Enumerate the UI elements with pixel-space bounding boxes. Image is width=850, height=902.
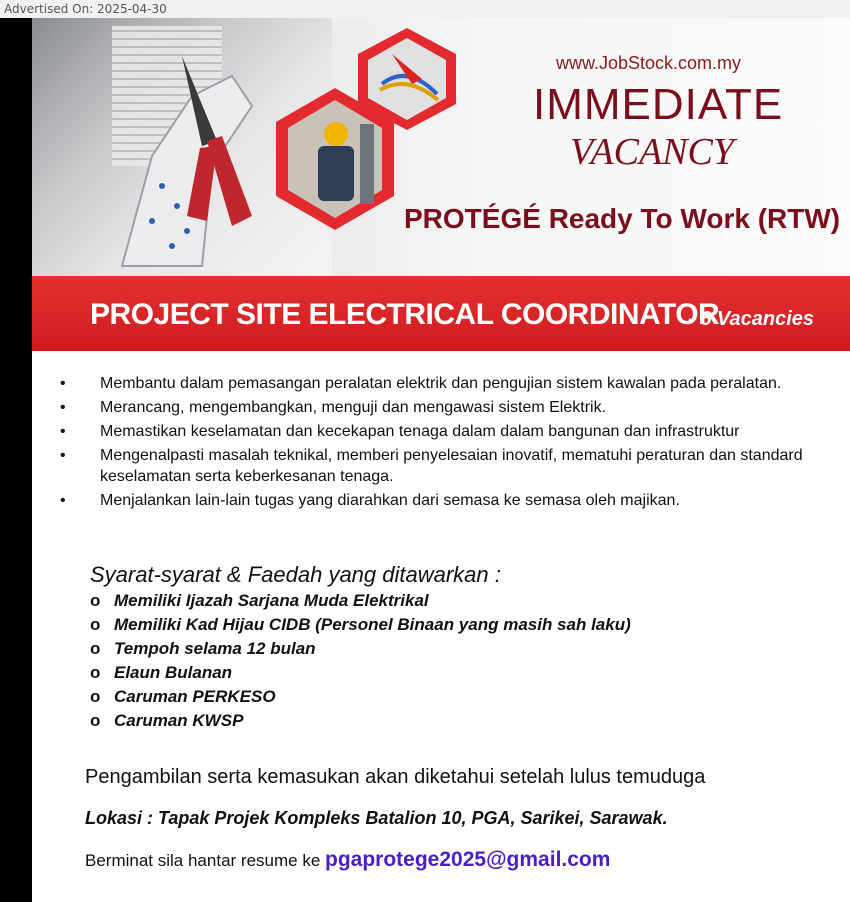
list-item: o Tempoh selama 12 bulan xyxy=(90,637,631,661)
bullet-icon: • xyxy=(60,447,66,464)
website-url: www.JobStock.com.my xyxy=(556,53,742,73)
marker-icon: o xyxy=(90,615,101,634)
list-item: • Mengenalpasti masalah teknikal, memberi penyelesaian inovatif, mematuhi peraturan dan standard keselamatan serta keberkesanan tenaga. xyxy=(60,447,803,485)
interview-note: Pengambilan serta kemasukan akan diketahui setelah lulus temuduga xyxy=(85,766,706,788)
location: Lokasi : Tapak Projek Kompleks Batalion 10, PGA, Sarikei, Sarawak. xyxy=(85,808,668,828)
marker-icon: o xyxy=(90,591,101,610)
duties-list xyxy=(60,373,840,514)
bullet-icon: • xyxy=(60,399,66,416)
marker-icon: o xyxy=(90,663,101,682)
list-item: • Membantu dalam pemasangan peralatan elektrik dan pengujian sistem kawalan pada peralatan. xyxy=(60,375,782,392)
requirements-list xyxy=(90,589,631,733)
marker-icon: o xyxy=(90,687,101,706)
vacancy-count: - 6 Vacancies xyxy=(688,308,815,330)
headline: IMMEDIATE xyxy=(533,80,784,129)
marker-icon: o xyxy=(90,711,101,730)
wire-pliers-hexagon-image xyxy=(352,24,462,134)
list-item: • Memastikan keselamatan dan kecekapan tenaga dalam dalam bangunan dan infrastruktur xyxy=(60,423,740,440)
list-item: o Caruman KWSP xyxy=(90,709,631,733)
list-item: o Memiliki Kad Hijau CIDB (Personel Binaan yang masih sah laku) xyxy=(90,613,631,637)
apply-instructions xyxy=(85,848,610,872)
header-banner xyxy=(32,18,850,276)
bullet-icon: • xyxy=(60,423,66,440)
list-item: o Memiliki Ijazah Sarjana Muda Elektrikal xyxy=(90,589,631,613)
program-name: PROTÉGÉ Ready To Work (RTW) xyxy=(404,203,841,234)
list-item: o Caruman PERKESO xyxy=(90,685,631,709)
requirements-heading: Syarat-syarat & Faedah yang ditawarkan : xyxy=(90,562,501,587)
advertised-date: Advertised On: 2025-04-30 xyxy=(0,0,850,18)
left-border xyxy=(0,18,32,902)
email-link[interactable]: pgaprotege2025@gmail.com xyxy=(325,848,611,871)
marker-icon: o xyxy=(90,639,101,658)
job-title: PROJECT SITE ELECTRICAL COORDINATOR xyxy=(90,298,720,331)
list-item: • Merancang, mengembangkan, menguji dan mengawasi sistem Elektrik. xyxy=(60,399,607,416)
apply-text: Berminat sila hantar resume ke xyxy=(85,851,321,870)
list-item: o Elaun Bulanan xyxy=(90,661,631,685)
subheadline: VACANCY xyxy=(570,131,734,173)
bullet-icon: • xyxy=(60,375,66,392)
bullet-icon: • xyxy=(60,492,66,509)
list-item: • Menjalankan lain-lain tugas yang diarahkan dari semasa ke semasa oleh majikan. xyxy=(60,492,680,509)
